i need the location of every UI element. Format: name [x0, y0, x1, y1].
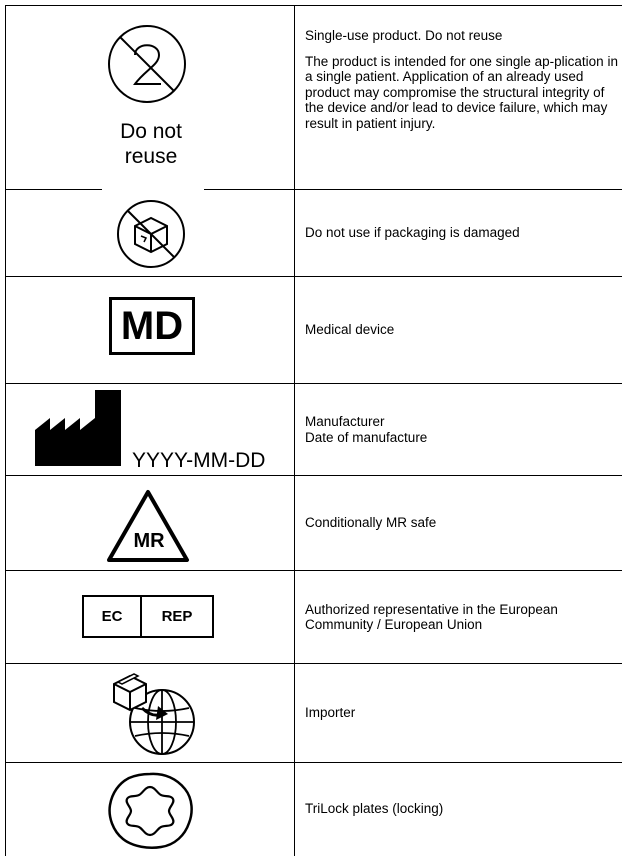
description-cell	[305, 476, 620, 570]
table-row	[5, 663, 622, 762]
table-row	[5, 762, 622, 854]
ec-rep-icon	[82, 595, 214, 638]
description-title: Medical device	[305, 322, 395, 338]
do-not-reuse-icon	[105, 22, 189, 106]
date-of-manufacture-text: YYYY-MM-DD	[132, 449, 266, 472]
description-title: Do not use if packaging is damaged	[305, 225, 520, 241]
symbol-cell	[5, 190, 294, 276]
description-title: Importer	[305, 705, 356, 721]
description-cell	[305, 6, 620, 189]
symbol-label-line1: Do not	[120, 120, 182, 143]
symbol-cell	[5, 6, 294, 189]
mr-text: MR	[133, 530, 165, 552]
symbol-cell	[5, 664, 294, 762]
importer-icon	[108, 670, 200, 758]
description-title-2: Date of manufacture	[305, 429, 428, 445]
description-title: TriLock plates (locking)	[305, 800, 444, 816]
table-row	[5, 475, 622, 570]
description-title: Authorized representative in the European	[305, 601, 558, 617]
md-text: MD	[120, 304, 184, 348]
symbol-cell	[5, 277, 294, 383]
description-cell	[305, 664, 620, 762]
symbol-label-line2: reuse	[124, 145, 178, 168]
symbol-cell	[5, 571, 294, 663]
description-cell	[305, 277, 620, 383]
symbol-cell	[5, 763, 294, 854]
description-body: The product is intended for one single ap-plication in a single patient. Application of an already used product may compromise the structural integrity of the device and/or lead to device failure, which may result in patient injury.	[305, 53, 618, 131]
description-cell	[305, 763, 620, 854]
description-title: Single-use product. Do not reuse	[305, 28, 503, 43]
damaged-packaging-icon	[115, 198, 187, 270]
description-title: Manufacturer	[305, 414, 385, 429]
description-title: Conditionally MR safe	[305, 515, 437, 531]
description-title-2: Community / European Union	[305, 617, 483, 632]
do-not-reuse-label	[95, 119, 207, 169]
table-row	[5, 383, 622, 475]
description-cell	[305, 571, 620, 663]
table-row	[5, 276, 622, 383]
medical-device-icon	[109, 297, 195, 355]
ec-box: EC	[84, 597, 142, 636]
table-row	[5, 570, 622, 663]
table-row	[5, 189, 622, 276]
table-row	[5, 5, 622, 189]
manufacturer-icon	[35, 390, 121, 466]
symbol-cell	[5, 384, 294, 475]
description-cell	[305, 384, 620, 475]
symbol-cell	[5, 476, 294, 570]
description-cell	[305, 190, 620, 276]
trilock-icon	[105, 771, 195, 849]
rep-box: REP	[161, 608, 193, 625]
